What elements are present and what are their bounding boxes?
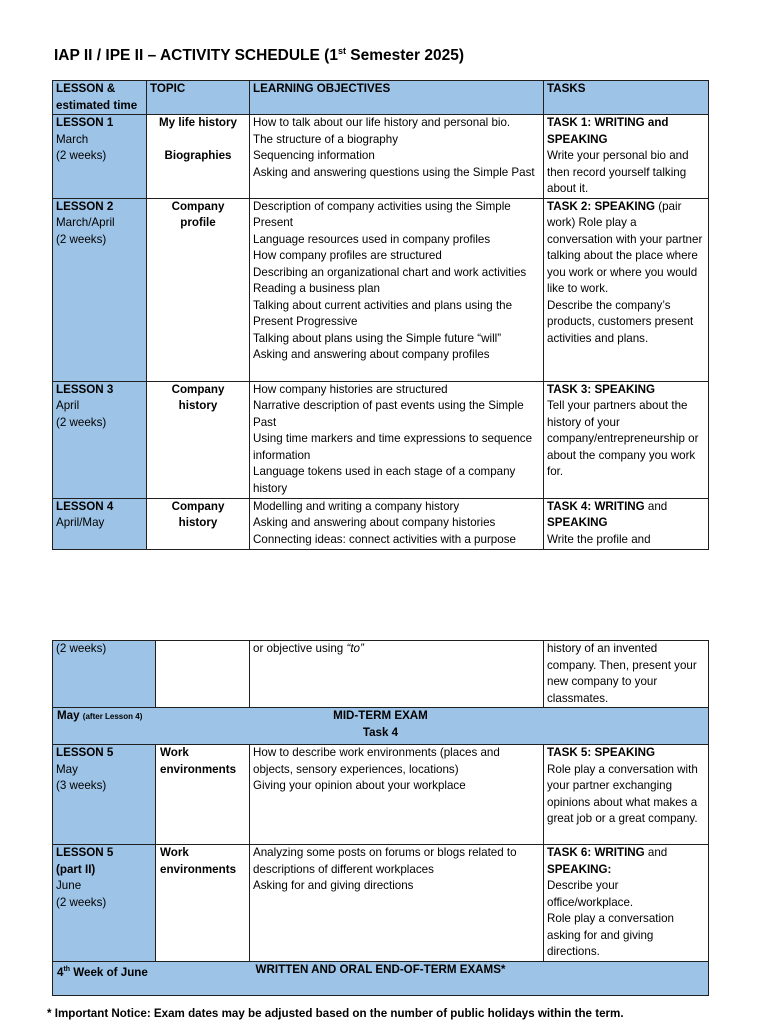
lesson-title: LESSON 2 [56, 199, 114, 213]
table-row-lesson-3 [53, 381, 709, 498]
topic-cell [147, 381, 250, 498]
topic-name: Work environments [160, 746, 237, 776]
lesson-duration: (3 weeks) [56, 779, 107, 792]
schedule-table-part-1 [52, 80, 709, 550]
objective-item: Talking about current activities and plans using the Present Progressive [253, 298, 513, 328]
objective-item: Using time markers and time expressions to sequence information [253, 432, 533, 462]
task-description: Write your personal bio and then record yourself talking about it. [547, 149, 689, 195]
objective-item: Analyzing some posts on forums or blogs related to descriptions of different workplaces [253, 846, 517, 876]
objective-item: Language tokens used in each stage of a company history [253, 465, 516, 495]
lesson-title: LESSON 5 [56, 846, 114, 859]
objective-item: How company histories are structured [253, 382, 448, 396]
lesson-title: LESSON 4 [56, 499, 114, 513]
task-title: TASK 6: WRITING and [547, 846, 668, 859]
lesson-cell [53, 845, 156, 962]
task-description: Describe your office/workplace. [547, 879, 634, 909]
midterm-note: (after Lesson 4) [82, 712, 143, 721]
objective-item: Describing an organizational chart and work activities [253, 265, 527, 279]
header-topic: TOPIC [147, 81, 250, 115]
lesson-month: June [56, 879, 82, 892]
important-notice: * Important Notice: Exam dates may be adjusted based on the number of public holidays within the term. [47, 1007, 624, 1020]
task-cell [544, 198, 709, 381]
table-row-finals [53, 962, 709, 996]
objectives-cell [250, 845, 544, 962]
task-cell [544, 381, 709, 498]
topic-cell [156, 641, 250, 708]
lesson-duration: (2 weeks) [56, 232, 107, 246]
lesson-month: April/May [56, 516, 105, 529]
table-row-lesson-4-continued [53, 641, 709, 708]
lesson-month: March/April [56, 216, 115, 229]
objective-item: Asking and answering about company histories [253, 516, 496, 529]
task-description: Tell your partners about the history of your company/entrepreneurship or about the company you work for. [547, 399, 699, 478]
finals-cell [53, 962, 709, 996]
task-cell [544, 745, 709, 845]
topic-name: Company history [171, 499, 225, 529]
objective-item: Reading a business plan [253, 282, 380, 295]
task-cell [544, 498, 709, 549]
objective-item: Modelling and writing a company history [253, 499, 460, 513]
lesson-duration: (2 weeks) [56, 415, 107, 429]
lesson-cell [53, 381, 147, 498]
lesson-title: LESSON 3 [56, 382, 114, 396]
lesson-title: LESSON 5 [56, 746, 114, 759]
objective-item: How company profiles are structured [253, 249, 442, 262]
objective-item: Sequencing information [253, 149, 375, 162]
table-row-lesson-5-part-2 [53, 845, 709, 962]
topic-primary: My life history [159, 116, 237, 129]
topic-cell [147, 498, 250, 549]
table-row-lesson-1 [53, 115, 709, 199]
header-lesson: LESSON & estimated time [53, 81, 147, 115]
objective-item: Asking for and giving directions [253, 879, 414, 892]
table-header-row [53, 81, 709, 115]
task-cell [544, 641, 709, 708]
objectives-cell [250, 381, 544, 498]
task-cell [544, 115, 709, 199]
topic-cell [147, 198, 250, 381]
header-objectives: LEARNING OBJECTIVES [250, 81, 544, 115]
lesson-cell [53, 498, 147, 549]
task-cell [544, 845, 709, 962]
objective-item: The structure of a biography [253, 132, 399, 146]
objectives-cell [250, 198, 544, 381]
topic-cell [147, 115, 250, 199]
schedule-table-part-2 [52, 640, 709, 996]
lesson-cell [53, 745, 156, 845]
lesson-month: April [56, 399, 80, 412]
header-tasks: TASKS [544, 81, 709, 115]
topic-cell [156, 745, 250, 845]
objective-item: Description of company activities using the Simple Present [253, 199, 511, 229]
lesson-duration: (2 weeks) [56, 149, 107, 162]
task-description: Role play a conversation with your partner exchanging opinions about what makes a great job or a great company. [547, 762, 698, 825]
finals-week: 4th Week of June [57, 965, 148, 979]
topic-name: Work environments [160, 846, 237, 876]
task-description: Write the profile and [547, 532, 651, 546]
lesson-part: (part II) [56, 862, 96, 876]
topic-secondary: Biographies [164, 149, 232, 162]
task-title-2: SPEAKING [547, 516, 608, 529]
task-description-2: Role play a conversation asking for and giving directions. [547, 912, 674, 958]
objective-item: Asking and answering questions using the Simple Past [253, 165, 535, 179]
midterm-task: Task 4 [362, 725, 399, 739]
lesson-cell [53, 198, 147, 381]
objectives-cell [250, 745, 544, 845]
task-description: TASK 2: SPEAKING (pair work) Role play a conversation with your partner talking about the place where you work or where you would like to work. [547, 199, 703, 295]
task-title: TASK 3: SPEAKING [547, 382, 656, 396]
task-title: TASK 4: WRITING and [547, 499, 668, 513]
objectives-cell [250, 498, 544, 549]
objective-item: or objective using “to” [253, 642, 364, 655]
midterm-title: MID-TERM EXAM [333, 709, 428, 722]
objectives-cell [250, 641, 544, 708]
topic-name: Company profile [171, 199, 225, 229]
topic-cell [156, 845, 250, 962]
objective-item: Giving your opinion about your workplace [253, 779, 466, 792]
table-row-lesson-4 [53, 498, 709, 549]
midterm-month: May (after Lesson 4) [57, 709, 143, 722]
task-title: TASK 2: SPEAKING [547, 199, 656, 213]
objective-item: Connecting ideas: connect activities with a purpose [253, 532, 516, 546]
lesson-month: May [56, 762, 78, 776]
document-title: IAP II / IPE II – ACTIVITY SCHEDULE (1st Semester 2025) [54, 46, 465, 65]
lesson-title: LESSON 1 [56, 116, 114, 129]
midterm-cell [53, 708, 709, 745]
lesson-duration: (2 weeks) [56, 895, 107, 909]
lesson-duration: (2 weeks) [56, 642, 107, 655]
table-row-lesson-2 [53, 198, 709, 381]
task-title: TASK 1: WRITING and SPEAKING [547, 116, 669, 146]
table-row-lesson-5 [53, 745, 709, 845]
lesson-cell [53, 115, 147, 199]
lesson-month: March [56, 132, 89, 146]
task-description-2: Describe the company’s products, customers present activities and plans. [547, 298, 694, 345]
task-title-2: SPEAKING: [547, 862, 612, 876]
objectives-cell [250, 115, 544, 199]
objective-item: Narrative description of past events using the Simple Past [253, 399, 524, 429]
finals-title: WRITTEN AND ORAL END-OF-TERM EXAMS* [255, 963, 506, 976]
objective-item: Asking and answering about company profiles [253, 348, 490, 361]
task-description: history of an invented company. Then, present your new company to your classmates. [547, 642, 697, 705]
lesson-cell [53, 641, 156, 708]
topic-name: Company history [171, 382, 225, 412]
objective-item: How to talk about our life history and personal bio. [253, 116, 511, 129]
objective-item: How to describe work environments (places and objects, sensory experiences, locations) [253, 746, 500, 776]
table-row-midterm [53, 708, 709, 745]
objective-item: Language resources used in company profiles [253, 232, 491, 246]
task-title: TASK 5: SPEAKING [547, 746, 656, 759]
objective-item: Talking about plans using the Simple future “will” [253, 331, 502, 345]
